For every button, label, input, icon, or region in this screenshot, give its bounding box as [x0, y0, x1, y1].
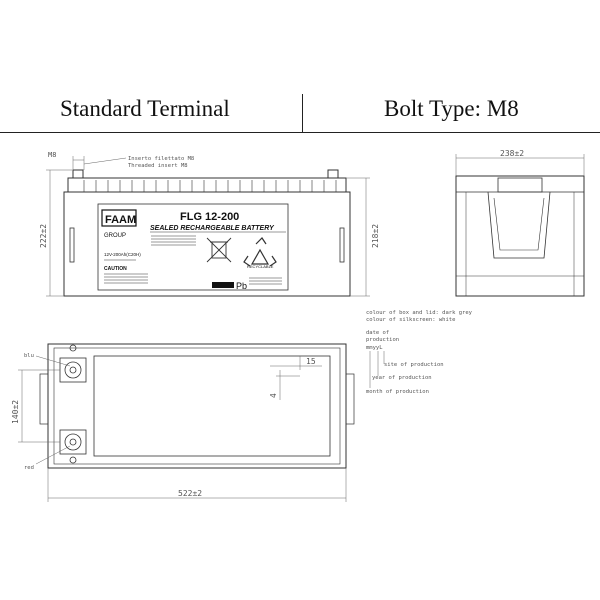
positive-terminal [60, 345, 86, 382]
model-name: FLG 12-200 [180, 211, 240, 223]
terminal-type-title: Standard Terminal [60, 96, 230, 121]
front-lid [68, 178, 346, 192]
note-colour-silkscreen: colour of silkscreen: white [366, 317, 456, 323]
negative-terminal [60, 430, 86, 463]
spec-text: 12V-200Ah(C20H) [104, 252, 141, 257]
note-leaders [370, 351, 384, 388]
caution-text: CAUTION [104, 266, 127, 272]
top-handle-left [40, 374, 48, 424]
m8-dim-label: M8 [48, 151, 57, 159]
m8-dimension [73, 156, 126, 170]
height-222-label: 222±2 [39, 223, 48, 248]
front-body [64, 192, 350, 296]
length-522-label: 522±2 [178, 489, 203, 498]
dim-15-label: 15 [306, 357, 316, 366]
side-view [456, 149, 584, 296]
top-view [11, 344, 354, 502]
recycle-icon [244, 238, 276, 266]
top-outline [48, 344, 346, 468]
label-subtitle: SEALED RECHARGEABLE BATTERY [150, 225, 274, 232]
front-height-dims [46, 170, 370, 296]
side-body [456, 176, 584, 296]
dim-4-label: 4 [269, 393, 278, 398]
fine-print-lines [104, 236, 282, 284]
front-handle-right [340, 228, 344, 262]
red-label: red [24, 465, 34, 471]
brand-sub: GROUP [104, 233, 127, 239]
spacing-140-label: 140±2 [11, 399, 20, 424]
pb-symbol: Pb [236, 281, 248, 291]
note-colour-box: colour of box and lid: dark grey [366, 310, 472, 316]
side-handle-top [498, 178, 542, 192]
note-code: mmyyL [366, 345, 383, 351]
side-width-label: 238±2 [500, 149, 525, 158]
bolt-type-title: Bolt Type: M8 [384, 96, 519, 121]
note-site: site of production [384, 362, 444, 368]
note-year: year of production [372, 375, 432, 381]
lid-ribs [84, 180, 336, 192]
top-label-area [94, 356, 330, 456]
front-view [39, 151, 380, 296]
blu-label: blu [24, 353, 34, 359]
front-terminal-right [328, 170, 338, 178]
note-production: production [366, 337, 400, 343]
pb-black-bar [212, 282, 234, 288]
recycle-text: RECYCLABLE [247, 264, 274, 269]
note-month: month of production [366, 389, 429, 395]
front-handle-left [70, 228, 74, 262]
insert-note-it: Inserto filettato M8 [128, 156, 195, 162]
note-date-of: date of [366, 330, 390, 336]
top-handle-right [346, 374, 354, 424]
marking-notes [366, 310, 473, 395]
insert-note-en: Threaded insert M8 [128, 163, 188, 169]
crossed-bin-icon [207, 238, 231, 262]
height-218-label: 218±2 [371, 223, 380, 248]
front-terminal-left [73, 170, 83, 178]
brand-name: FAAM [105, 214, 137, 226]
